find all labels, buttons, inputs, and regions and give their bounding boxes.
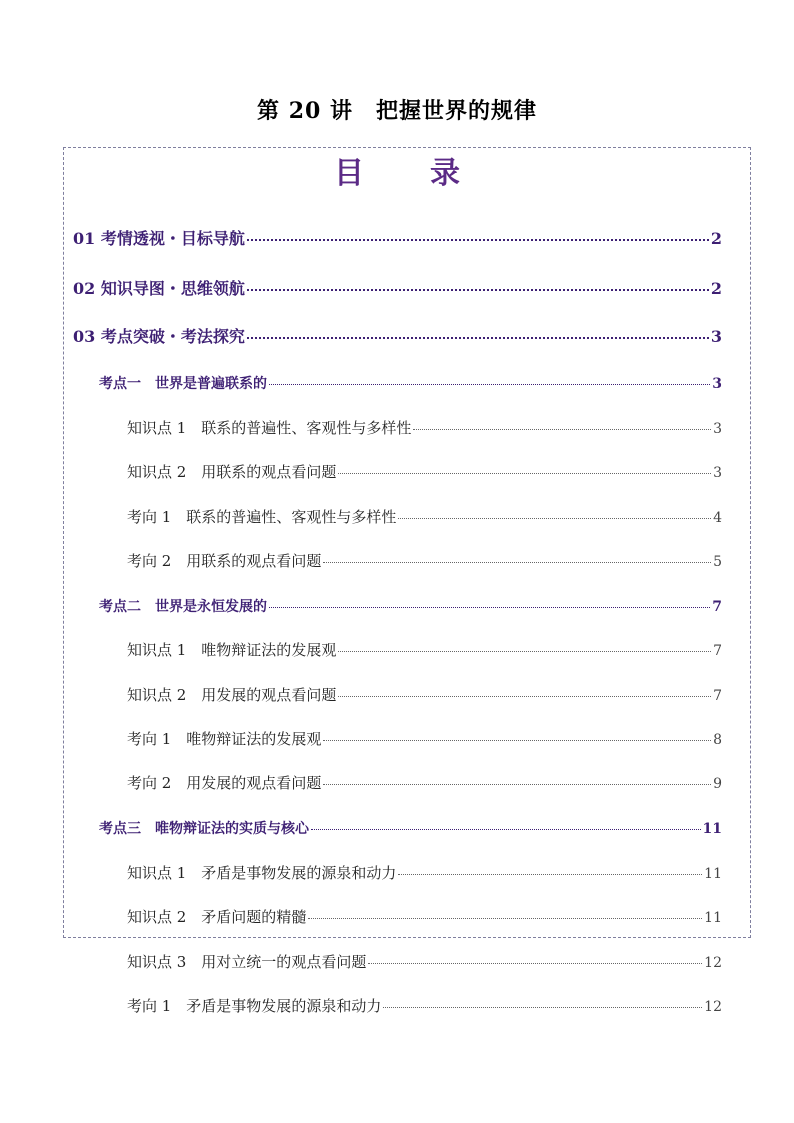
toc-entry-label: 考向 1 联系的普遍性、客观性与多样性 bbox=[127, 508, 397, 526]
toc-entry-page: 4 bbox=[713, 510, 722, 526]
toc-entry[interactable] bbox=[127, 728, 722, 749]
dot-leader bbox=[323, 561, 711, 563]
toc-entry-label: 03 考点突破・考法探究 bbox=[73, 327, 245, 346]
dot-leader bbox=[247, 288, 709, 291]
dot-leader bbox=[398, 517, 711, 519]
toc-entry[interactable] bbox=[99, 373, 722, 393]
toc-entry[interactable] bbox=[99, 818, 722, 838]
dot-leader bbox=[269, 606, 710, 608]
dot-leader bbox=[311, 828, 701, 830]
toc-entry[interactable] bbox=[99, 596, 722, 616]
toc-entry-label: 知识点 2 矛盾问题的精髓 bbox=[127, 908, 307, 926]
toc-entry-page: 3 bbox=[712, 376, 722, 392]
toc-entry[interactable] bbox=[127, 684, 722, 705]
dot-leader bbox=[398, 873, 702, 875]
dot-leader bbox=[323, 783, 711, 785]
dot-leader bbox=[323, 739, 711, 741]
toc-entry-label: 知识点 3 用对立统一的观点看问题 bbox=[127, 953, 367, 971]
toc-entry-label: 知识点 1 联系的普遍性、客观性与多样性 bbox=[127, 419, 412, 437]
toc-entry[interactable] bbox=[127, 506, 722, 527]
toc-entry[interactable] bbox=[127, 772, 722, 793]
dot-leader bbox=[308, 917, 702, 919]
toc-entry[interactable] bbox=[73, 226, 722, 249]
toc-entry-page: 5 bbox=[713, 554, 722, 570]
toc-entry-label: 考点三 唯物辩证法的实质与核心 bbox=[99, 821, 309, 837]
toc-entry-page: 3 bbox=[713, 421, 722, 437]
toc-entry[interactable] bbox=[127, 417, 722, 438]
dot-leader bbox=[413, 428, 711, 430]
toc-entry-page: 7 bbox=[713, 643, 722, 659]
toc-entry-label: 考向 1 唯物辩证法的发展观 bbox=[127, 730, 322, 748]
toc-entry-label: 考向 2 用联系的观点看问题 bbox=[127, 552, 322, 570]
toc-entry-page: 2 bbox=[710, 279, 722, 298]
toc-entry-page: 3 bbox=[710, 327, 722, 346]
toc-entry-label: 考向 2 用发展的观点看问题 bbox=[127, 774, 322, 792]
toc-entry-label: 知识点 1 唯物辩证法的发展观 bbox=[127, 641, 337, 659]
page-title: 第 20 讲 把握世界的规律 bbox=[257, 98, 537, 124]
toc-entry[interactable] bbox=[127, 906, 722, 927]
toc-entry[interactable] bbox=[127, 951, 722, 972]
dot-leader bbox=[368, 962, 702, 964]
dot-leader bbox=[247, 336, 709, 339]
toc-entry-page: 12 bbox=[704, 955, 722, 971]
toc-entry[interactable] bbox=[73, 324, 722, 347]
toc-entry-label: 知识点 2 用发展的观点看问题 bbox=[127, 686, 337, 704]
toc-entry-page: 9 bbox=[713, 776, 722, 792]
toc-entry-page: 3 bbox=[713, 465, 722, 481]
toc-entry[interactable] bbox=[73, 276, 722, 299]
toc-heading: 目 录 bbox=[334, 156, 478, 191]
toc-entry-page: 7 bbox=[712, 599, 722, 615]
toc-entry-page: 11 bbox=[702, 821, 722, 837]
dot-leader bbox=[247, 238, 709, 241]
toc-entry-label: 考点一 世界是普遍联系的 bbox=[99, 376, 267, 392]
toc-entry-page: 11 bbox=[704, 866, 722, 882]
toc-entry-page: 8 bbox=[713, 732, 722, 748]
dot-leader bbox=[338, 472, 711, 474]
toc-entry-label: 知识点 2 用联系的观点看问题 bbox=[127, 463, 337, 481]
dot-leader bbox=[269, 383, 710, 385]
toc-entry-label: 02 知识导图・思维领航 bbox=[73, 279, 245, 298]
toc-entry-label: 01 考情透视・目标导航 bbox=[73, 229, 245, 248]
toc-entry-page: 2 bbox=[710, 229, 722, 248]
dot-leader bbox=[383, 1006, 702, 1008]
toc-entry[interactable] bbox=[127, 461, 722, 482]
toc-entry-page: 7 bbox=[713, 688, 722, 704]
toc-entry[interactable] bbox=[127, 550, 722, 571]
toc-entry-label: 考点二 世界是永恒发展的 bbox=[99, 599, 267, 615]
toc-entry-page: 12 bbox=[704, 999, 722, 1015]
toc-entry[interactable] bbox=[127, 995, 722, 1016]
toc-entry[interactable] bbox=[127, 862, 722, 883]
toc-entry-page: 11 bbox=[704, 910, 722, 926]
toc-entry-label: 考向 1 矛盾是事物发展的源泉和动力 bbox=[127, 997, 382, 1015]
toc-entry[interactable] bbox=[127, 639, 722, 660]
dot-leader bbox=[338, 695, 711, 697]
toc-entry-label: 知识点 1 矛盾是事物发展的源泉和动力 bbox=[127, 864, 397, 882]
dot-leader bbox=[338, 650, 711, 652]
